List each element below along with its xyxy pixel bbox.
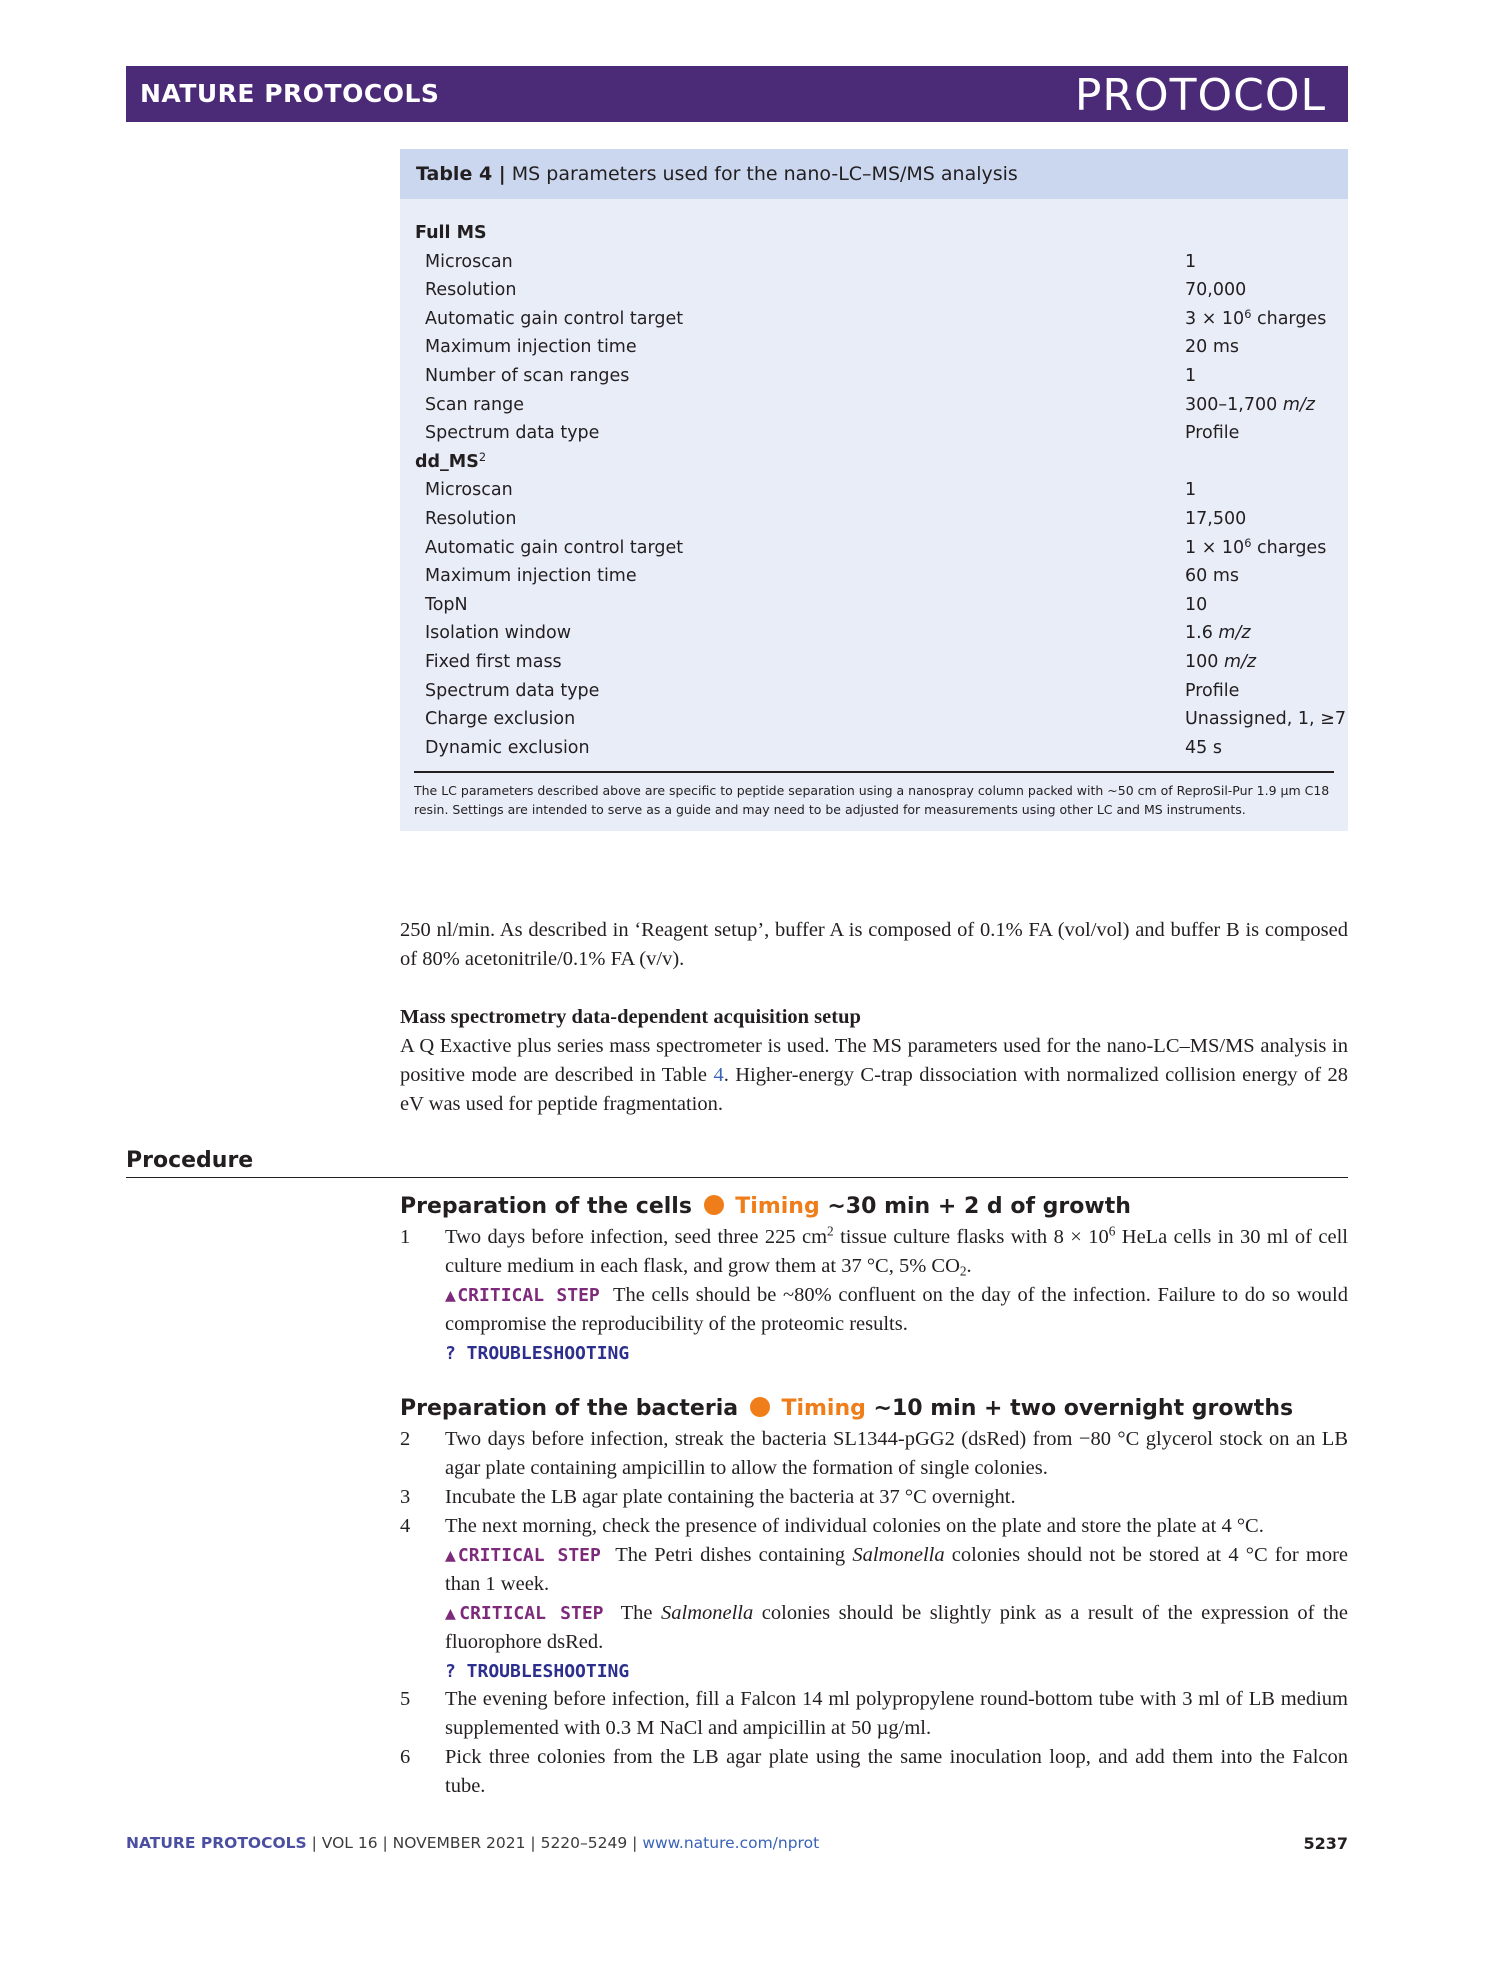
troubleshooting-link[interactable]: ? TROUBLESHOOTING [445, 1661, 630, 1682]
critical-step-label: ▲CRITICAL STEP [445, 1285, 600, 1306]
step-6: 6 Pick three colonies from the LB agar plate using the same inoculation loop, and add them into the Falcon tube. [400, 1746, 1348, 1797]
table-row: Spectrum data type Profile [425, 423, 1240, 444]
step-5: 5 The evening before infection, fill a Falcon 14 ml polypropylene round-bottom tube with 3 ml of LB medium supplemented with 0.3 M NaCl and ampicillin at 50 µg/ml. [400, 1688, 1348, 1739]
table-body [400, 219, 1348, 762]
table-row: Dynamic exclusion 45 s [425, 737, 1222, 758]
header-banner [126, 66, 1348, 122]
step-2: 2 Two days before infection, streak the bacteria SL1344-pGG2 (dsRed) from −80 °C glycerol stock on an LB agar plate containing ampicillin to allow the formation of single colonies. [400, 1428, 1348, 1479]
table-footnote: The LC parameters described above are specific to peptide separation using a nanospray column packed with ~50 cm of ReproSil-Pur 1.9 µm C18 resin. Settings are intended to serve as a guide and may need to be adjusted for measurements using other LC and MS instruments. [414, 783, 1330, 817]
article-type: PROTOCOL [1074, 70, 1326, 121]
table-group-header: $dd\_MS^2$ [415, 449, 487, 472]
table-title [416, 163, 1018, 185]
table-4 [400, 149, 1348, 831]
table-row: Automatic gain control target $1 \times 10^6$ charges [425, 535, 1327, 558]
timing-dot-icon [704, 1195, 724, 1215]
troubleshooting-link[interactable]: ? TROUBLESHOOTING [445, 1343, 630, 1364]
table-row: Resolution 17,500 [425, 508, 1247, 529]
table-row: Spectrum data type Profile [425, 680, 1240, 701]
table-caption: MS parameters used for the nano-LC–MS/MS analysis [511, 163, 1018, 185]
table-row: Scan range 300–1,700 m/z [425, 394, 1315, 415]
table-row: Charge exclusion Unassigned, 1, ≥7 [425, 709, 1346, 730]
paragraph-flow-rate: 250 nl/min. As described in ‘Reagent setup’, buffer A is composed of 0.1% FA (vol/vol) and buffer B is composed of 80% acetonitrile/0.1% FA (v/v). [400, 919, 1348, 970]
critical-step-label: ▲CRITICAL STEP [445, 1603, 604, 1624]
table-number: Table 4 | [416, 163, 506, 185]
table-row: Maximum injection time 60 ms [425, 566, 1239, 587]
table-row: Isolation window 1.6 m/z [425, 623, 1251, 644]
table-group-header: Full MS [415, 223, 487, 243]
table-row: Fixed first mass 100 m/z [425, 651, 1257, 672]
step-4: 4 The next morning, check the presence of individual colonies on the plate and store the plate at 4 °C. ▲CRITICAL STEP The Petri dishes containing Salmonella colonies should not be stored at 4 °C for more than 1 week. ▲CRITICAL STEP The Salmonella colonies should be slightly pink as a result of the expression of the fluorophore dsRed. ? TROUBLESHOOTING [400, 1515, 1349, 1682]
cells-section-heading: Preparation of the cells Timing ~30 min + 2 d of growth [400, 1194, 1131, 1219]
paragraph-ms-setup: A Q Exactive plus series mass spectrometer is used. The MS parameters used for the nano-LC–MS/MS analysis in positive mode are described in Table 4. Higher-energy C-trap dissociation with normalized collision energy of 28 eV was used for peptide fragmentation. [400, 1035, 1348, 1115]
timing-dot-icon [750, 1397, 770, 1417]
table-row: Maximum injection time 20 ms [425, 337, 1239, 358]
page-footer [126, 1834, 819, 1852]
table-row: Microscan 1 [425, 480, 1197, 501]
page-number: 5237 [1303, 1834, 1348, 1853]
table-row: Automatic gain control target $3 \times 10^6$ charges [425, 306, 1327, 329]
table-row: TopN 10 [425, 594, 1208, 615]
timing-label: Timing [735, 1194, 820, 1219]
table-row: Microscan 1 [425, 251, 1197, 272]
footer-journal: NATURE PROTOCOLS [126, 1834, 307, 1852]
table-4-link[interactable]: 4 [713, 1064, 724, 1086]
footer-details: | VOL 16 | NOVEMBER 2021 | 5220–5249 | [306, 1834, 643, 1852]
step-1: 1 Two days before infection, seed three 225 $cm^2$ tissue culture flasks with $8 \times 10^6$ HeLa cells in 30 ml of cell culture medium in each flask, and grow them at 37 °C, 5% $CO_2$. ▲CRITICAL STEP The cells should be ~80% confluent on the day of the infection. Failure to do so would compromise the reproducibility of the proteomic results. ? TROUBLESHOOTING [400, 1223, 1349, 1364]
table-rule [414, 771, 1334, 773]
table-header [400, 149, 1348, 199]
table-row: Number of scan ranges 1 [425, 365, 1197, 386]
footer-url[interactable]: www.nature.com/nprot [642, 1834, 820, 1852]
procedure-heading: Procedure [126, 1148, 254, 1173]
section-divider [126, 1177, 1348, 1178]
table-row: Resolution 70,000 [425, 280, 1247, 301]
step-3: 3 Incubate the LB agar plate containing the bacteria at 37 °C overnight. [400, 1486, 1016, 1508]
timing-label: Timing [781, 1396, 866, 1421]
subheading-ms-setup: Mass spectrometry data-dependent acquisition setup [400, 1006, 861, 1028]
bacteria-section-heading: Preparation of the bacteria Timing ~10 min + two overnight growths [400, 1396, 1294, 1421]
journal-name: NATURE PROTOCOLS [140, 79, 440, 108]
critical-step-label: ▲CRITICAL STEP [445, 1545, 601, 1566]
